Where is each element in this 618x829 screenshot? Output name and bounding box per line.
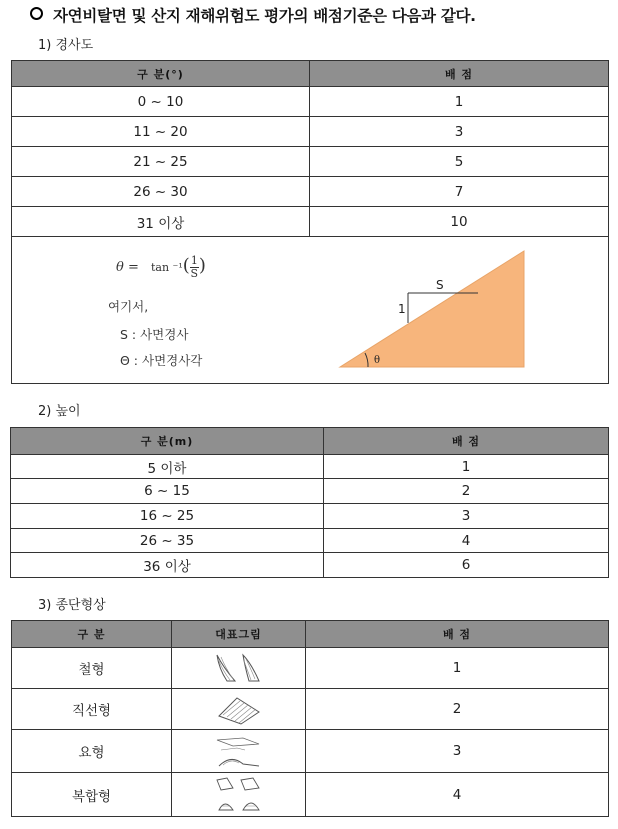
table-cell: 36 이상 bbox=[11, 553, 324, 578]
complex-slope-icon bbox=[213, 776, 265, 814]
heading-text: 자연비탈면 및 산지 재해위험도 평가의 배점기준은 다음과 같다. bbox=[53, 7, 476, 25]
formula-denominator: S bbox=[190, 267, 199, 280]
slope-header-category: 구 분(°) bbox=[12, 61, 310, 87]
slope-formula-figure bbox=[12, 237, 609, 384]
straight-slope-icon bbox=[213, 692, 265, 726]
table-cell: 7 bbox=[310, 177, 609, 207]
table-cell: 6 bbox=[324, 553, 609, 578]
table-cell: 5 bbox=[310, 147, 609, 177]
table-cell: 6 ~ 15 bbox=[11, 479, 324, 504]
table-cell bbox=[172, 689, 306, 730]
table-cell: 26 ~ 30 bbox=[12, 177, 310, 207]
table-cell: 3 bbox=[306, 730, 609, 773]
height-header-score: 배 점 bbox=[324, 428, 609, 455]
table-cell: 1 bbox=[310, 87, 609, 117]
formula-lhs: θ = bbox=[116, 260, 139, 275]
table-cell: 2 bbox=[306, 689, 609, 730]
slope-triangle-diagram bbox=[332, 245, 544, 371]
table-cell: 철형 bbox=[12, 648, 172, 689]
table-cell: 복합형 bbox=[12, 773, 172, 817]
page-heading bbox=[30, 4, 476, 26]
profile-header-category: 구 분 bbox=[12, 621, 172, 648]
table-cell: 2 bbox=[324, 479, 609, 504]
table-cell: 4 bbox=[306, 773, 609, 817]
table-cell: 3 bbox=[310, 117, 609, 147]
table-cell: 1 bbox=[306, 648, 609, 689]
bullet-circle-icon bbox=[30, 7, 43, 20]
formula-block bbox=[12, 237, 312, 383]
slope-header-score: 배 점 bbox=[310, 61, 609, 87]
slope-triangle-shape bbox=[340, 251, 524, 367]
profile-header-figure: 대표그림 bbox=[172, 621, 306, 648]
table-cell: 11 ~ 20 bbox=[12, 117, 310, 147]
table-cell: 21 ~ 25 bbox=[12, 147, 310, 177]
concave-slope-icon bbox=[213, 734, 265, 768]
table-cell: 직선형 bbox=[12, 689, 172, 730]
definition-theta: Θ : 사면경사각 bbox=[120, 353, 203, 368]
table-cell: 0 ~ 10 bbox=[12, 87, 310, 117]
height-header-category: 구 분(m) bbox=[11, 428, 324, 455]
profile-header-score: 배 점 bbox=[306, 621, 609, 648]
label-one: 1 bbox=[398, 302, 406, 316]
slope-formula: θ = tan ⁻¹( $\frac{1}{S}$ ) bbox=[116, 254, 206, 280]
table-cell: 26 ~ 35 bbox=[11, 529, 324, 553]
section-title-height: 2) 높이 bbox=[38, 404, 81, 419]
table-cell: 3 bbox=[324, 504, 609, 529]
formula-fraction bbox=[190, 255, 199, 280]
formula-numerator: 1 bbox=[190, 254, 198, 267]
section-title-profile: 3) 종단형상 bbox=[38, 598, 106, 613]
section-title-slope: 1) 경사도 bbox=[38, 38, 94, 53]
definition-s: S : 사면경사 bbox=[120, 327, 189, 342]
table-cell: 10 bbox=[310, 207, 609, 237]
table-cell bbox=[172, 773, 306, 817]
table-cell bbox=[172, 730, 306, 773]
profile-score-table bbox=[11, 620, 609, 817]
slope-score-table bbox=[11, 60, 609, 384]
convex-slope-icon bbox=[213, 651, 265, 685]
label-s: S bbox=[436, 278, 444, 292]
table-cell: 16 ~ 25 bbox=[11, 504, 324, 529]
table-cell: 1 bbox=[324, 455, 609, 479]
formula-fn: tan ⁻¹ bbox=[151, 261, 183, 274]
table-cell: 요형 bbox=[12, 730, 172, 773]
table-cell: 4 bbox=[324, 529, 609, 553]
table-cell: 31 이상 bbox=[12, 207, 310, 237]
height-score-table bbox=[10, 427, 609, 578]
where-label: 여기서, bbox=[108, 299, 149, 314]
table-cell: 5 이하 bbox=[11, 455, 324, 479]
table-cell bbox=[172, 648, 306, 689]
label-theta: θ bbox=[374, 355, 381, 366]
